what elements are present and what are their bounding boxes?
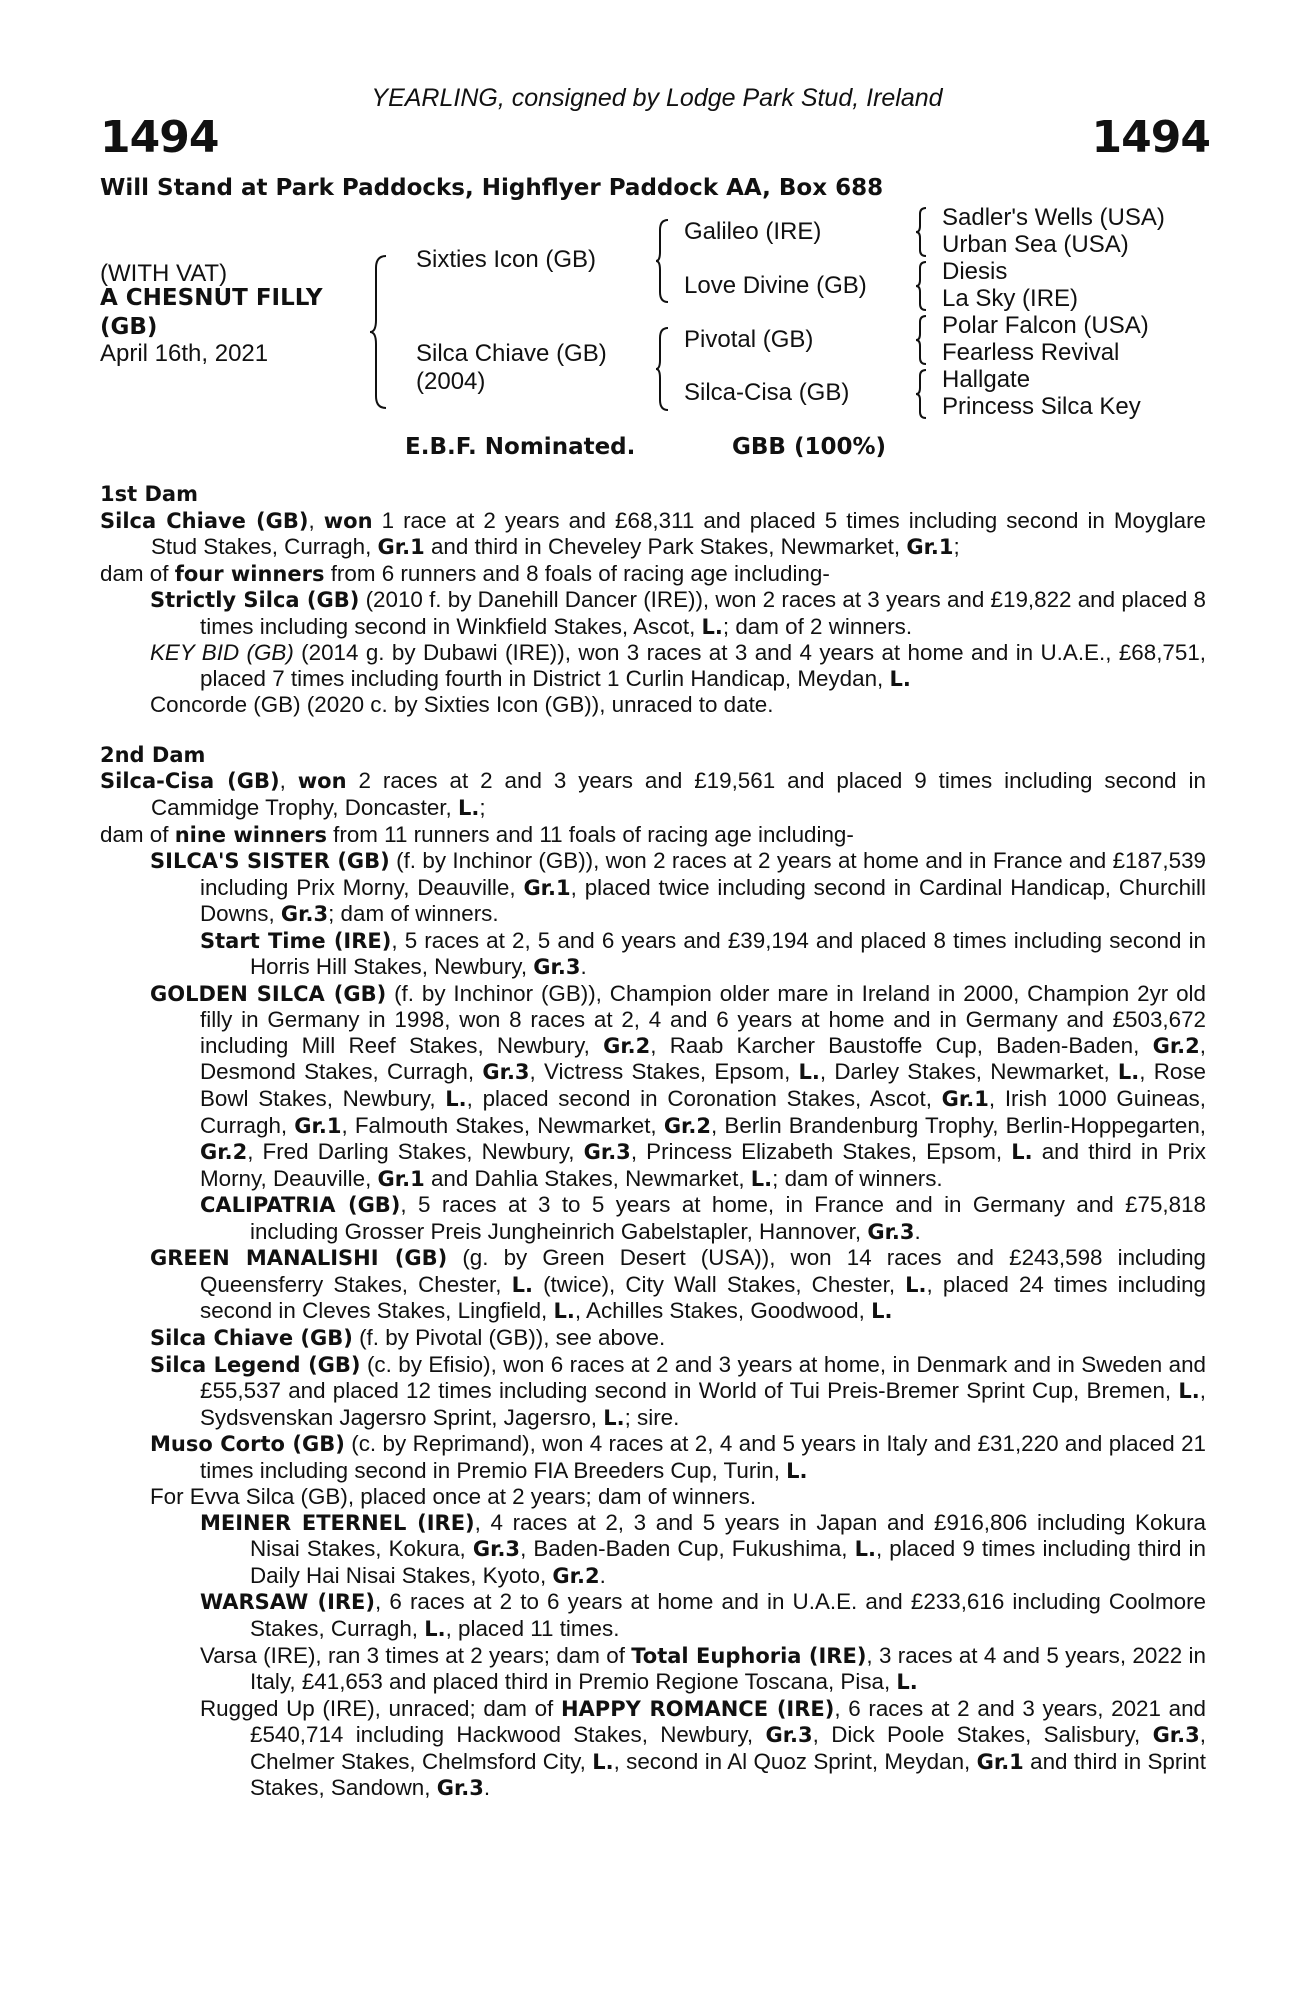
- gg-7: Hallgate: [942, 366, 1031, 393]
- produce-concorde: Concorde (GB) (2020 c. by Sixties Icon (GB)), unraced to date.: [150, 692, 774, 718]
- foaled-date: April 16th, 2021: [100, 340, 269, 367]
- vat-note: (WITH VAT): [100, 260, 228, 287]
- gg-5: Polar Falcon (USA): [942, 312, 1149, 339]
- first-dam-heading: 1st Dam: [100, 482, 198, 506]
- produce-golden-silca: GOLDEN SILCA (GB) (f. by Inchinor (GB)), Champion older mare in Ireland in 2000, Champion 2yr old filly in Germany in 1998, won 8 races at 2, 4 and 6 years at home and in Germany and £503,672 including Mill Reef Stakes, Newbury, Gr.2, Raab Karcher Baustoffe Cup, Baden-Baden, Gr.2, Desmond Stakes, Curragh, Gr.3, Victress Stakes, Epsom, L., Darley Stakes, Newmarket, L., Rose Bowl Stakes, Newbury, L., placed second in Coronation Stakes, Ascot, Gr.1, Irish 1000 Guineas, Curragh, Gr.1, Falmouth Stakes, Newmarket, Gr.2, Berlin Brandenburg Trophy, Berlin-Hoppegarten, Gr.2, Fred Darling Stakes, Newbury, Gr.3, Princess Elizabeth Stakes, Epsom, L. and third in Prix Morny, Deauville, Gr.1 and Dahlia Stakes, Newmarket, L.; dam of winners.: [150, 980, 1207, 1191]
- produce-meiner-eternel: MEINER ETERNEL (IRE), 4 races at 2, 3 and 5 years in Japan and £916,806 including Kokura Nisai Stakes, Kokura, Gr.3, Baden-Baden Cup, Fukushima, L., placed 9 times including third in Daily Hai Nisai Stakes, Kyoto, Gr.2.: [200, 1509, 1206, 1588]
- brace-g1: [916, 206, 930, 258]
- produce-for-evva-silca: For Evva Silca (GB), placed once at 2 years; dam of winners.: [150, 1484, 757, 1510]
- brace-g4: [916, 368, 930, 420]
- dam-dam: Silca-Cisa (GB): [684, 379, 850, 406]
- lot-number-left: 1494: [100, 112, 219, 163]
- sire-dam: Love Divine (GB): [684, 272, 867, 299]
- sire: Sixties Icon (GB): [416, 246, 597, 273]
- produce-green-manalishi: GREEN MANALISHI (GB) (g. by Green Desert (USA)), won 14 races and £243,598 including Queensferry Stakes, Chester, L. (twice), City Wall Stakes, Chester, L., placed 24 times including second in Cleves Stakes, Lingfield, L., Achilles Stakes, Goodwood, L.: [150, 1245, 1207, 1324]
- produce-varsa: Varsa (IRE), ran 3 times at 2 years; dam of Total Euphoria (IRE), 3 races at 4 and 5 years, 2022 in Italy, £41,653 and placed third in Premio Regione Toscana, Pisa, L.: [200, 1642, 1206, 1695]
- lot-number-right: 1494: [1091, 112, 1210, 163]
- gg-6: Fearless Revival: [942, 339, 1120, 366]
- brace-g2: [916, 260, 930, 312]
- sire-sire: Galileo (IRE): [684, 218, 822, 245]
- gbb-note: GBB (100%): [732, 434, 887, 460]
- produce-warsaw: WARSAW (IRE), 6 races at 2 to 6 years at home and in U.A.E. and £233,616 including Coolmore Stakes, Curragh, L., placed 11 times.: [200, 1589, 1206, 1641]
- first-dam-record: Silca Chiave (GB), won 1 race at 2 years and £68,311 and placed 5 times including second in Moyglare Stud Stakes, Curragh, Gr.1 and third in Cheveley Park Stakes, Newmarket, Gr.1;: [100, 507, 1206, 560]
- second-dam-produce-summary: dam of nine winners from 11 runners and 11 foals of racing age including-: [100, 821, 854, 847]
- produce-silca-chiave: Silca Chiave (GB) (f. by Pivotal (GB)), see above.: [150, 1324, 666, 1350]
- consignment-line: YEARLING, consigned by Lodge Park Stud, Ireland: [371, 84, 943, 112]
- second-dam-record: Silca-Cisa (GB), won 2 races at 2 and 3 years and £19,561 and placed 9 times including second in Cammidge Trophy, Doncaster, L.;: [100, 768, 1206, 821]
- gg-2: Urban Sea (USA): [942, 231, 1129, 258]
- brace-sire: [656, 218, 672, 304]
- ebf-note: E.B.F. Nominated.: [405, 434, 636, 460]
- gg-3: Diesis: [942, 258, 1008, 285]
- horse-title-suffix: (GB): [100, 314, 158, 340]
- produce-silca-legend: Silca Legend (GB) (c. by Efisio), won 6 races at 2 and 3 years at home, in Denmark and in Sweden and £55,537 and placed 12 times including second in World of Tui Preis-Bremer Sprint Cup, Bremen, L., Sydsvenskan Jagersro Sprint, Jagersro, L.; sire.: [150, 1351, 1206, 1430]
- gg-1: Sadler's Wells (USA): [942, 204, 1165, 231]
- produce-start-time: Start Time (IRE), 5 races at 2, 5 and 6 years and £39,194 and placed 8 times including second in Horris Hill Stakes, Newbury, Gr.3.: [200, 927, 1206, 980]
- horse-title: A CHESNUT FILLY: [100, 285, 323, 311]
- produce-key-bid: KEY BID (GB) (2014 g. by Dubawi (IRE)), won 3 races at 3 and 4 years at home and in U.A.E., £68,751, placed 7 times including fourth in District 1 Curlin Handicap, Meydan, L.: [150, 640, 1206, 691]
- brace-parents: [370, 252, 392, 412]
- brace-dam: [656, 326, 672, 412]
- produce-muso-corto: Muso Corto (GB) (c. by Reprimand), won 4 races at 2, 4 and 5 years in Italy and £31,220 and placed 21 times including second in Premio FIA Breeders Cup, Turin, L.: [150, 1431, 1206, 1483]
- second-dam-heading: 2nd Dam: [100, 742, 206, 767]
- produce-silcas-sister: SILCA'S SISTER (GB) (f. by Inchinor (GB)), won 2 races at 2 years at home and in France and £187,539 including Prix Morny, Deauville, Gr.1, placed twice including second in Cardinal Handicap, Churchill Downs, Gr.3; dam of winners.: [150, 848, 1206, 927]
- produce-record: [100, 482, 1206, 1802]
- produce-calipatria: CALIPATRIA (GB), 5 races at 3 to 5 years at home, in France and in Germany and £75,818 including Grosser Preis Jungheinrich Gabelstapler, Hannover, Gr.3.: [200, 1192, 1206, 1244]
- dam: Silca Chiave (GB): [416, 340, 607, 367]
- produce-strictly-silca: Strictly Silca (GB) (2010 f. by Danehill Dancer (IRE)), won 2 races at 3 years and £19,822 and placed 8 times including second in Winkfield Stakes, Ascot, L.; dam of 2 winners.: [150, 587, 1207, 639]
- gg-8: Princess Silca Key: [942, 393, 1141, 420]
- stand-location: Will Stand at Park Paddocks, Highflyer Paddock AA, Box 688: [100, 175, 884, 201]
- dam-sire: Pivotal (GB): [684, 326, 814, 353]
- produce-rugged-up: Rugged Up (IRE), unraced; dam of HAPPY ROMANCE (IRE), 6 races at 2 and 3 years, 2021 and £540,714 including Hackwood Stakes, Newbury, Gr.3, Dick Poole Stakes, Salisbury, Gr.3, Chelmer Stakes, Chelmsford City, L., second in Al Quoz Sprint, Meydan, Gr.1 and third in Sprint Stakes, Sandown, Gr.3.: [200, 1695, 1206, 1801]
- brace-g3: [916, 314, 930, 366]
- dam-year: (2004): [416, 368, 486, 395]
- gg-4: La Sky (IRE): [942, 285, 1079, 312]
- first-dam-produce-summary: dam of four winners from 6 runners and 8 foals of racing age including-: [100, 560, 830, 586]
